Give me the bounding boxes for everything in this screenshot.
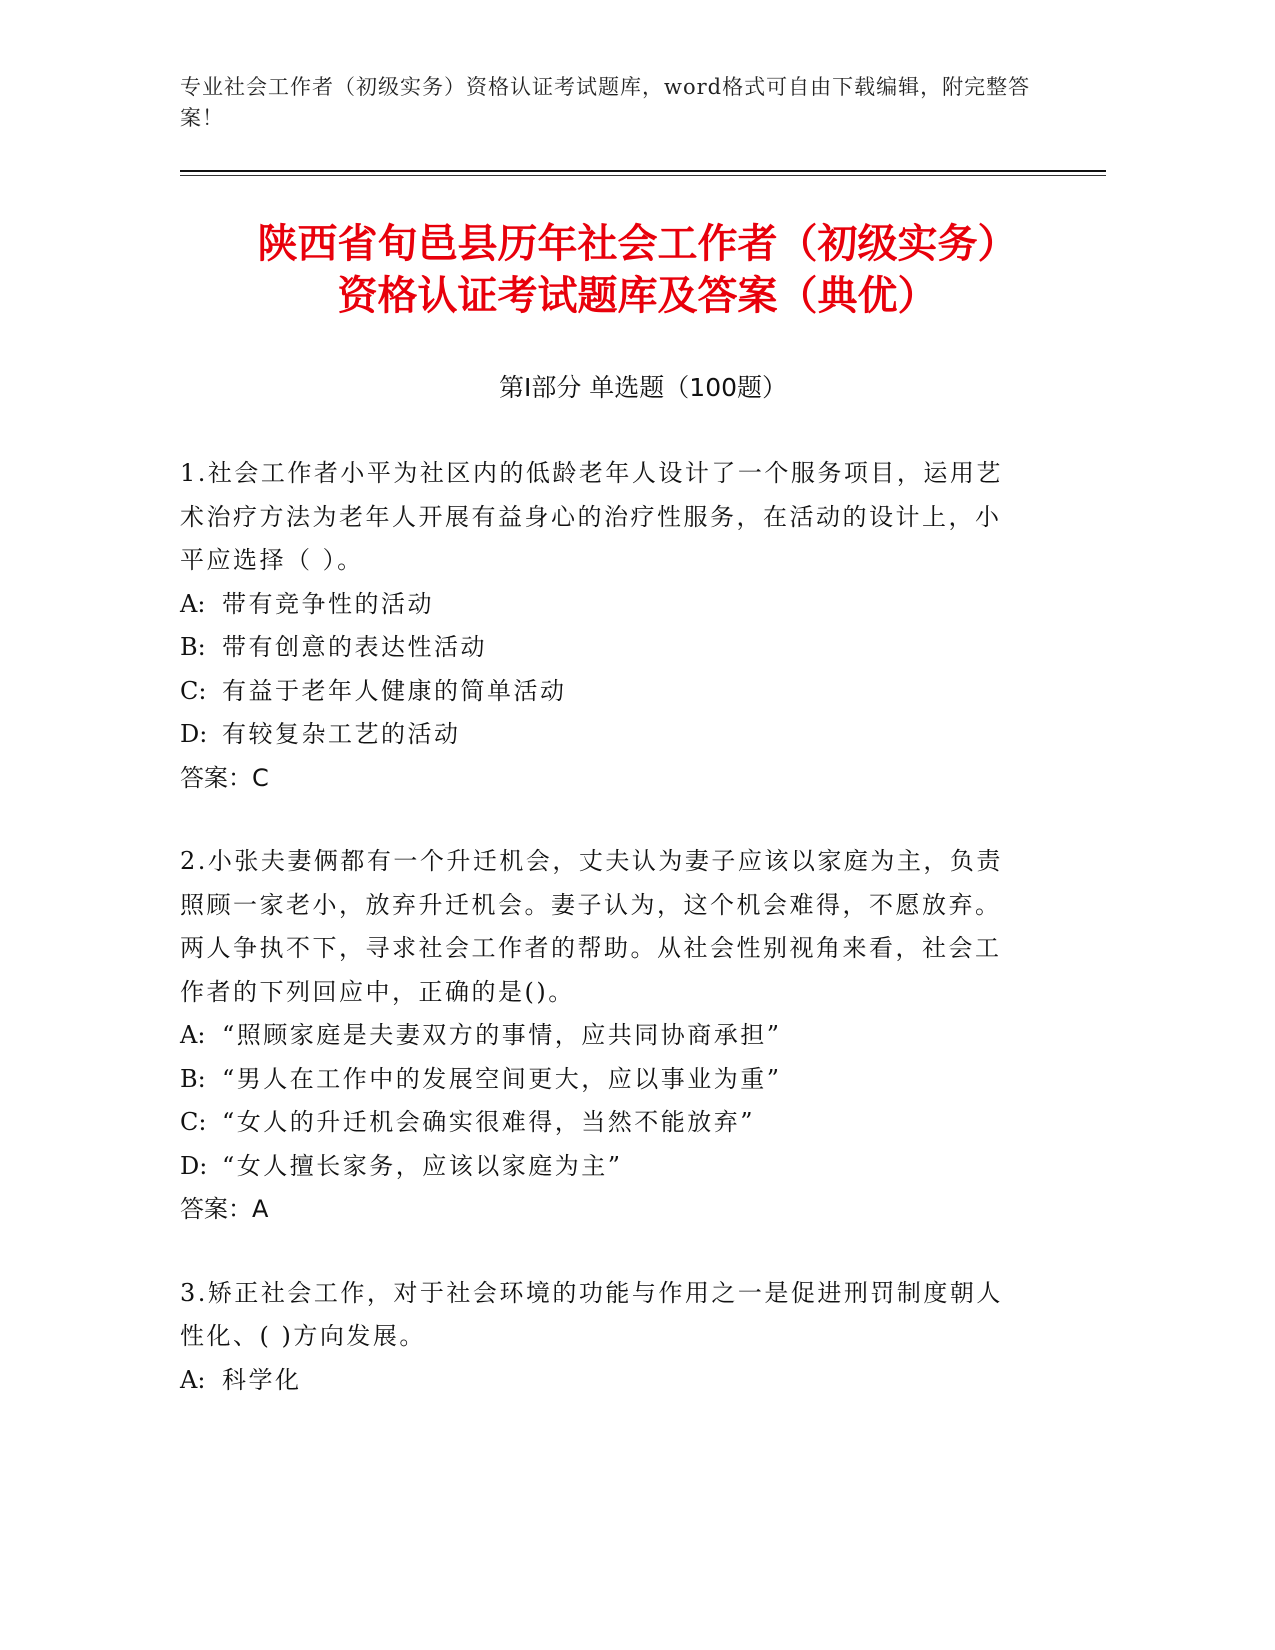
option-text: “照顾家庭是夫妻双方的事情，应共同协商承担” [222, 1021, 782, 1049]
document-title [140, 218, 1135, 322]
option-letter: A: [180, 1365, 206, 1394]
option-text: 带有创意的表达性活动 [222, 633, 487, 661]
option-letter: D: [180, 1151, 208, 1180]
header-note: 专业社会工作者（初级实务）资格认证考试题库，word格式可自由下载编辑，附完整答案！ [180, 75, 1031, 130]
option-text: 有较复杂工艺的活动 [222, 720, 461, 748]
question-stem: 2.小张夫妻俩都有一个升迁机会，丈夫认为妻子应该以家庭为主，负责照顾一家老小，放弃升迁机会。妻子认为，这个机会难得，不愿放弃。两人争执不下，寻求社会工作者的帮助。从社会性别视角来看，社会工作者的下列回应中，正确的是()。 [180, 847, 1003, 1006]
option-c [180, 670, 1025, 714]
option-text: “女人的升迁机会确实很难得，当然不能放弃” [222, 1108, 756, 1136]
answer-line: 答案：C [180, 763, 269, 792]
option-a [180, 583, 1025, 627]
option-d [180, 1145, 1025, 1189]
document-title-line-1: 陕西省旬邑县历年社会工作者（初级实务） [257, 221, 1018, 267]
option-text: 有益于老年人健康的简单活动 [222, 676, 567, 705]
question-2 [180, 840, 1025, 1232]
answer-line: 答案：A [180, 1195, 269, 1223]
header-divider-thick [180, 170, 1106, 172]
option-text: 科学化 [222, 1365, 302, 1394]
option-c [180, 1101, 1025, 1145]
question-list [180, 452, 1025, 1442]
document-title-line-2: 资格认证考试题库及答案（典优） [337, 273, 938, 319]
option-letter: B: [180, 1064, 206, 1093]
option-letter: D: [180, 720, 208, 748]
option-b [180, 1058, 1025, 1102]
option-letter: A: [180, 589, 206, 618]
question-stem: 1.社会工作者小平为社区内的低龄老年人设计了一个服务项目，运用艺术治疗方法为老年人开展有益身心的治疗性服务，在活动的设计上，小平应选择（ ）。 [180, 459, 1003, 574]
option-letter: C: [180, 676, 207, 705]
option-letter: B: [180, 633, 206, 661]
option-text: 带有竞争性的活动 [222, 589, 434, 618]
question-stem: 3.矫正社会工作，对于社会环境的功能与作用之一是促进刑罚制度朝人性化、( )方向发展。 [180, 1278, 1003, 1350]
option-letter: A: [180, 1021, 206, 1049]
question-1 [180, 452, 1025, 800]
option-d [180, 713, 1025, 757]
header-divider-thin [180, 175, 1106, 176]
option-letter: C: [180, 1108, 207, 1136]
option-a [180, 1359, 1025, 1403]
option-text: “女人擅长家务，应该以家庭为主” [222, 1151, 623, 1180]
option-a [180, 1014, 1025, 1058]
question-3 [180, 1272, 1025, 1403]
option-text: “男人在工作中的发展空间更大，应以事业为重” [222, 1064, 782, 1093]
option-b [180, 626, 1025, 670]
section-title: 第Ⅰ部分 单选题（100题） [498, 373, 788, 402]
